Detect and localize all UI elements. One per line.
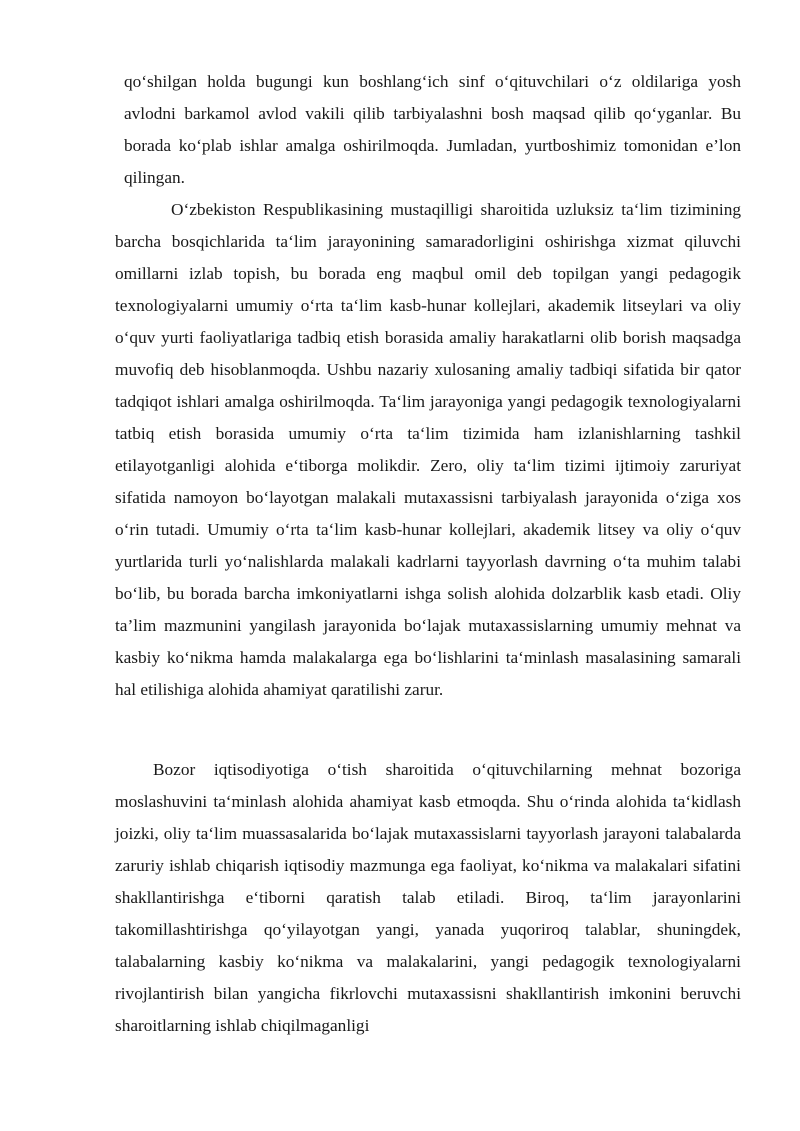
paragraph-1: qo‘shilgan holda bugungi kun boshlang‘ich sinf o‘qituvchilari o‘z oldilariga yosh avlodni barkamol avlod vakili qilib tarbiyalashni bosh maqsad qilib qo‘yganlar. Bu borada ko‘plab ishlar amalga oshirilmoqda. Jumladan, yurtboshimiz tomonidan e’lon qilingan. <box>124 72 741 187</box>
paragraph-2: O‘zbekiston Respublikasining mustaqilligi sharoitida uzluksiz ta‘lim tizimining barcha bosqichlarida ta‘lim jarayonining samaradorligini oshirishga xizmat qiluvchi omillarni izlab topish, bu borada eng maqbul omil deb topilgan yangi pedagogik texnologiyalarni umumiy o‘rta ta‘lim kasb-hunar kollejlari, akademik litseylari va oliy o‘quv yurti faoliyatlariga tadbiq etish borasida amaliy harakatlarni olib borish maqsadga muvofiq deb hisoblanmoqda. Ushbu nazariy xulosaning amaliy tadbiqi sifatida bir qator tadqiqot ishlari amalga oshirilmoqda. Ta‘lim jarayoniga yangi pedagogik texnologiyalarni tatbiq etish borasida umumiy o‘rta ta‘lim tizimida ham izlanishlarning tashkil etilayotganligi alohida e‘tiborga molikdir. Zero, oliy ta‘lim tizimi ijtimoiy zaruriyat sifatida namoyon bo‘layotgan malakali mutaxassisni tarbiyalash jarayonida o‘ziga xos o‘rin tutadi. Umumiy o‘rta ta‘lim kasb-hunar kollejlari, akademik litsey va oliy o‘quv yurtlarida turli yo‘nalishlarda malakali kadrlarni tayyorlash davrning o‘ta muhim talabi bo‘lib, bu borada barcha imkoniyatlarni ishga solish alohida dolzarblik kasb etadi. Oliy ta’lim mazmunini yangilash jarayonida bo‘lajak mutaxassislarning umumiy mehnat va kasbiy ko‘nikma hamda malakalarga ega bo‘lishlarini ta‘minlash masalasining samarali hal etilishiga alohida ahamiyat qaratilishi zarur. <box>115 200 741 699</box>
paragraph-3: Bozor iqtisodiyotiga o‘tish sharoitida o‘qituvchilarning mehnat bozoriga moslashuvini ta‘minlash alohida ahamiyat kasb etmoqda. Shu o‘rinda alohida ta‘kidlash joizki, oliy ta‘lim muassasalarida bo‘lajak mutaxassislarni tayyorlash jarayoni talabalarda zaruriy ishlab chiqarish iqtisodiy mazmunga ega faoliyat, ko‘nikma va malakalari sifatini shakllantirishga e‘tiborni qaratish talab etiladi. Biroq, ta‘lim jarayonlarini takomillashtirishga qo‘yilayotgan yangi, yanada yuqoriroq talablar, shuningdek, talabalarning kasbiy ko‘nikma va malakalarini, yangi pedagogik texnologiyalarni rivojlantirish bilan yangicha fikrlovchi mutaxassisni shakllantirish imkonini beruvchi sharoitlarning ishlab chiqilmaganligi <box>115 760 741 1035</box>
